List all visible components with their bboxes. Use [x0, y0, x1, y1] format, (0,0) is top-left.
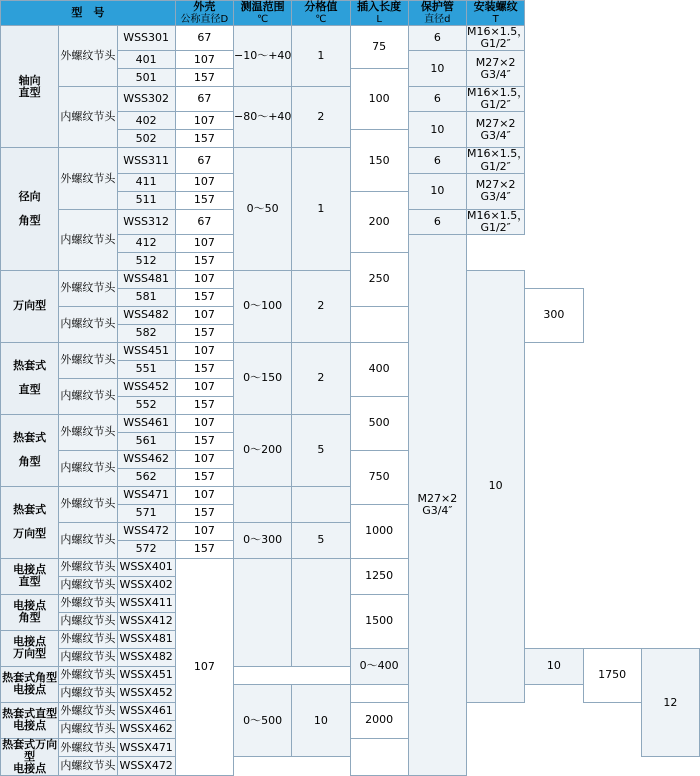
grade-cell: 10 [292, 684, 350, 757]
type-radial-angle: 径向 角型 [1, 148, 59, 270]
header-insert-length: 插入长度 L [350, 1, 408, 26]
joint-inner: 内螺纹节头 [59, 522, 117, 558]
thread-cell: M16×1.5，G1/2″ [467, 208, 529, 234]
length-cell: 500 [350, 396, 408, 450]
grade-cell: 2 [292, 87, 350, 148]
diameter-cell: 157 [175, 191, 233, 209]
joint-inner: 内螺纹节头 [59, 720, 117, 738]
protect-dia-cell: 6 [408, 209, 466, 234]
joint-inner: 内螺纹节头 [59, 306, 117, 342]
protect-dia-cell: 10 [408, 112, 466, 148]
model-cell: WSSX481 [117, 630, 175, 648]
model-cell: 551 [117, 360, 175, 378]
diameter-cell: 67 [175, 26, 233, 51]
model-cell: WSSX482 [117, 648, 175, 666]
length-cell [350, 738, 408, 775]
length-cell: 750 [350, 450, 408, 504]
diameter-cell: 157 [175, 252, 233, 270]
grade-cell: 5 [292, 414, 350, 486]
diameter-cell: 107 [175, 558, 233, 775]
model-cell: 561 [117, 432, 175, 450]
model-cell: WSSX451 [117, 666, 175, 684]
grade-cell: 2 [292, 342, 350, 414]
header-grade-value: 分格值 ℃ [292, 1, 350, 26]
range-cell: 0～300 [234, 522, 292, 558]
model-cell: 581 [117, 288, 175, 306]
length-cell: 1250 [350, 558, 408, 594]
diameter-cell: 107 [175, 51, 233, 69]
table-row [1, 738, 700, 757]
length-cell: 300 [525, 288, 583, 342]
joint-outer: 外螺纹节头 [59, 630, 117, 648]
model-cell: 582 [117, 324, 175, 342]
grade-cell: 1 [292, 148, 350, 270]
model-cell: WSS302 [117, 87, 175, 112]
diameter-cell: 67 [175, 209, 233, 234]
model-cell: 562 [117, 468, 175, 486]
model-cell: 412 [117, 234, 175, 252]
model-cell: WSS462 [117, 450, 175, 468]
joint-outer: 外螺纹节头 [59, 594, 117, 612]
model-cell: WSSX452 [117, 684, 175, 702]
diameter-cell: 107 [175, 306, 233, 324]
table-row [1, 558, 700, 576]
joint-outer: 外螺纹节头 [59, 666, 117, 684]
model-cell: WSSX471 [117, 738, 175, 757]
model-cell: WSSX461 [117, 702, 175, 720]
length-cell: 150 [350, 130, 408, 191]
length-cell: 400 [350, 342, 408, 396]
type-contact-universal: 电接点 万向型 [1, 630, 59, 666]
type-thermowell-straight-contact: 热套式直型 电接点 [1, 702, 59, 738]
type-thermowell-universal-contact: 热套式万向型 电接点 [2, 737, 58, 776]
diameter-cell: 157 [175, 360, 233, 378]
type-thermowell-angle-contact: 热套式角型 电接点 [1, 666, 59, 702]
length-cell: 1000 [350, 504, 408, 558]
model-cell: WSSX412 [117, 612, 175, 630]
diameter-cell: 107 [175, 112, 233, 130]
range-cell: −80～+40 [234, 87, 292, 148]
joint-inner: 内螺纹节头 [59, 378, 117, 414]
model-cell: 512 [117, 252, 175, 270]
table-row [1, 648, 700, 666]
header-shell-diameter: 外壳 公称直径D [175, 1, 233, 26]
range-cell: 0～500 [234, 684, 292, 757]
model-cell: 401 [117, 51, 175, 69]
type-thermowell-universal: 热套式 万向型 [1, 486, 59, 558]
range-cell: −10～+40 [234, 26, 292, 87]
joint-inner: 内螺纹节头 [59, 450, 117, 486]
diameter-cell: 107 [175, 234, 233, 252]
model-cell: 572 [117, 540, 175, 558]
diameter-cell: 157 [175, 540, 233, 558]
diameter-cell: 107 [175, 342, 233, 360]
model-cell: WSS472 [117, 522, 175, 540]
diameter-cell: 157 [175, 468, 233, 486]
joint-inner: 内螺纹节头 [59, 87, 117, 148]
header-install-thread: 安装螺纹 T [467, 1, 525, 26]
type-universal: 万向型 [1, 270, 59, 342]
joint-inner: 内螺纹节头 [59, 648, 117, 666]
model-cell: WSS471 [117, 486, 175, 504]
diameter-cell: 157 [175, 69, 233, 87]
range-cell: 0～200 [234, 414, 292, 486]
model-cell: WSSX411 [117, 594, 175, 612]
diameter-cell: 107 [175, 378, 233, 396]
joint-outer: 外螺纹节头 [59, 342, 117, 378]
diameter-cell: 107 [175, 486, 233, 504]
length-cell: 2000 [350, 702, 408, 738]
header-temp-range: 测温范围 ℃ [234, 1, 292, 26]
joint-inner: 内螺纹节头 [59, 684, 117, 702]
table-row [1, 342, 700, 360]
table-header [1, 1, 700, 26]
model-cell: WSSX401 [117, 558, 175, 576]
model-cell: WSSX462 [117, 720, 175, 738]
thread-cell: M16×1.5，G1/2″ [467, 25, 529, 51]
thread-cell: M16×1.5，G1/2″ [467, 86, 529, 112]
joint-outer: 外螺纹节头 [59, 558, 117, 576]
joint-outer: 外螺纹节头 [59, 414, 117, 450]
model-cell: 571 [117, 504, 175, 522]
model-cell: WSSX472 [117, 757, 175, 776]
length-cell: 1500 [350, 594, 408, 648]
grade-cell: 5 [292, 522, 350, 558]
model-cell: 511 [117, 191, 175, 209]
protect-dia-cell: 6 [408, 26, 466, 51]
protect-dia-cell: 6 [408, 87, 466, 112]
grade-cell: 2 [292, 270, 350, 342]
type-contact-straight: 电接点 直型 [1, 558, 59, 594]
model-cell: WSSX402 [117, 576, 175, 594]
protect-dia-cell: 10 [467, 270, 525, 702]
type-contact-angle: 电接点 角型 [1, 594, 59, 630]
range-cell: 0～150 [234, 342, 292, 414]
joint-outer: 外螺纹节头 [59, 486, 117, 522]
protect-dia-cell: 6 [408, 148, 466, 173]
range-cell [234, 486, 292, 522]
grade-cell [292, 558, 350, 666]
joint-outer: 外螺纹节头 [59, 26, 117, 87]
joint-inner: 内螺纹节头 [59, 757, 117, 776]
thread-cell: M27×2 G3/4″ [408, 234, 466, 775]
joint-outer: 外螺纹节头 [59, 738, 117, 757]
length-cell: 250 [350, 252, 408, 306]
grade-cell: 1 [292, 26, 350, 87]
model-cell: 411 [117, 173, 175, 191]
joint-inner: 内螺纹节头 [59, 209, 117, 270]
thread-cell: M27×2 G3/4″ [467, 112, 525, 148]
joint-inner: 内螺纹节头 [59, 576, 117, 594]
model-cell: 402 [117, 112, 175, 130]
type-thermowell-angle: 热套式 角型 [1, 414, 59, 486]
grade-cell [292, 486, 350, 522]
diameter-cell: 107 [175, 522, 233, 540]
length-cell: 200 [350, 191, 408, 252]
joint-outer: 外螺纹节头 [59, 148, 117, 209]
table-body [1, 26, 700, 776]
range-cell: 0～100 [234, 270, 292, 342]
table-row [1, 594, 700, 612]
diameter-cell: 157 [175, 504, 233, 522]
diameter-cell: 107 [175, 270, 233, 288]
header-protect-tube-diameter: 保护管 直径d [408, 1, 466, 26]
model-cell: WSS461 [117, 414, 175, 432]
type-thermowell-straight: 热套式 直型 [1, 342, 59, 414]
diameter-cell: 67 [175, 87, 233, 112]
protect-dia-cell: 12 [641, 648, 699, 757]
header-model: 型 号 [1, 1, 176, 26]
length-cell: 1750 [583, 648, 641, 702]
table-row [1, 306, 700, 324]
model-cell: WSS301 [117, 26, 175, 51]
model-cell: WSS312 [117, 209, 175, 234]
model-cell: WSS311 [117, 148, 175, 173]
diameter-cell: 107 [175, 173, 233, 191]
table-row [1, 450, 700, 468]
table-row [1, 26, 700, 51]
protect-dia-cell: 10 [408, 51, 466, 87]
length-cell: 100 [350, 69, 408, 130]
length-cell: 75 [350, 26, 408, 69]
diameter-cell: 157 [175, 396, 233, 414]
joint-outer: 外螺纹节头 [59, 702, 117, 720]
model-cell: WSS451 [117, 342, 175, 360]
thread-cell: M27×2 G3/4″ [467, 173, 525, 209]
diameter-cell: 157 [175, 324, 233, 342]
diameter-cell: 157 [175, 432, 233, 450]
joint-inner: 内螺纹节头 [59, 612, 117, 630]
header-row [1, 1, 700, 26]
model-cell: WSS481 [117, 270, 175, 288]
model-cell: 501 [117, 69, 175, 87]
thread-cell: M27×2 G3/4″ [467, 51, 525, 87]
grade-cell: 10 [525, 648, 583, 684]
range-cell: 0～50 [234, 148, 292, 270]
model-cell: 552 [117, 396, 175, 414]
joint-outer: 外螺纹节头 [59, 270, 117, 306]
type-axial-straight: 轴向 直型 [1, 26, 59, 148]
thread-cell: M16×1.5，G1/2″ [467, 147, 529, 173]
protect-dia-cell: 10 [408, 173, 466, 209]
diameter-cell: 107 [175, 414, 233, 432]
range-cell: 0～400 [350, 648, 408, 684]
diameter-cell: 67 [175, 148, 233, 173]
model-cell: WSS452 [117, 378, 175, 396]
range-cell [234, 558, 292, 666]
diameter-cell: 157 [175, 288, 233, 306]
diameter-cell: 157 [175, 130, 233, 148]
diameter-cell: 107 [175, 450, 233, 468]
table-row [1, 702, 700, 720]
model-cell: WSS482 [117, 306, 175, 324]
model-cell: 502 [117, 130, 175, 148]
